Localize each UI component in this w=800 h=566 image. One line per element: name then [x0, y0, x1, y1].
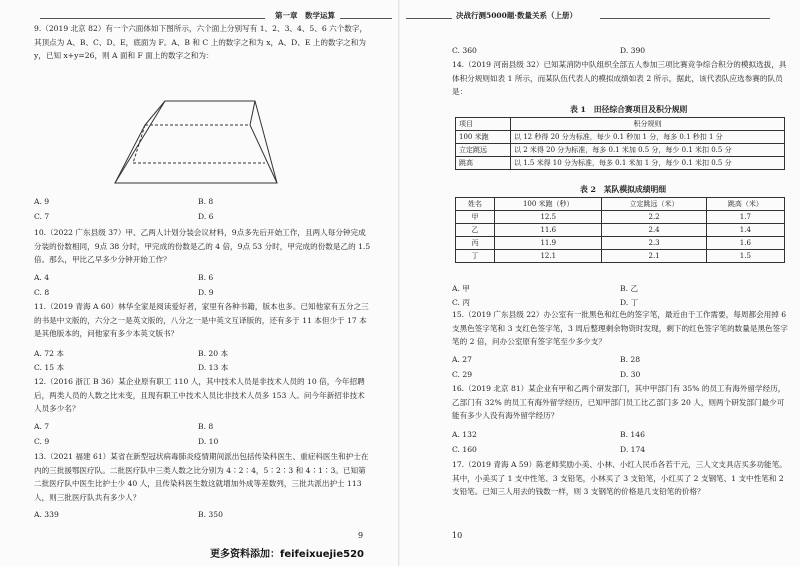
table-row	[456, 224, 785, 237]
table-header-cell: 姓名	[456, 198, 495, 211]
q15-option-c: C. 29	[452, 370, 473, 379]
table-cell: 11.9	[495, 237, 602, 250]
q16-option-a: A. 132	[452, 430, 477, 439]
table-cell: 以 1.5 米得 10 分为标准，每多 0.1 米加 1 分，每少 0.1 米扣 0.5 分	[511, 157, 785, 170]
q10-option-c: C. 8	[34, 288, 50, 297]
q9-option-a: A. 9	[34, 197, 50, 206]
table-cell: 100 米跑	[456, 131, 511, 144]
q10-option-a: A. 4	[34, 273, 50, 282]
q12-option-b: B. 8	[198, 422, 214, 431]
table-header-row	[456, 118, 785, 131]
q16-option-b: B. 146	[620, 430, 645, 439]
table-cell: 丁	[456, 250, 495, 263]
table-cell: 以 12 秒得 20 分为标准，每少 0.1 秒加 1 分，每多 0.1 秒扣 1 分	[511, 131, 785, 144]
question-10-text: 10.（2022 广东县级 37）甲、乙两人计划分装会议材料，9点多先后开始工作，且两人每分钟完成分装的份数相同，9点 38 分时，甲完成的份数是乙的 4 倍，9点 53 分时，甲完成的份数是乙的 1.5 倍。那么，甲比乙早多少分钟开始工作？	[34, 228, 371, 265]
q15-option-a: A. 27	[452, 355, 472, 364]
q15-option-d: D. 30	[620, 370, 641, 379]
q13-option-b: B. 350	[198, 510, 223, 519]
scoring-rules-table	[455, 117, 785, 170]
q12-option-d: D. 10	[198, 437, 219, 446]
table-header-row	[456, 198, 785, 211]
question-14-text: 14.（2019 河南县级 32）已知某消防中队组织全部五人参加三项比赛竞争综合积分的模拟选拔，具体积分规则如表 1 所示，而某队伍代表人的模拟成绩如表 2 所示，据此，该代表队应选参赛的队员是：	[452, 60, 787, 97]
page-number-left: 9	[358, 531, 364, 540]
q13-option-d: D. 390	[620, 46, 646, 55]
question-17-text: 17.（2019 青海 A 59）陈老师奖励小美、小林、小红人民币各若干元，三人文支具店买多功能笔。其中，小美买了 1 支中性笔、3 支铅笔，小林买了 3 支铅笔，小红买了 2 支钢笔、1 支中性笔和 2 支铅笔。已知三人用去的钱数一样，则 3 支钢笔的价格是几支铅笔的价格？	[452, 460, 787, 497]
q11-option-b: B. 20 本	[198, 349, 229, 358]
table-cell: 2.3	[602, 237, 706, 250]
table-cell: 2.2	[602, 211, 706, 224]
table-row	[456, 250, 785, 263]
q14-option-b: B. 乙	[620, 284, 639, 293]
q13-option-a: A. 339	[34, 510, 59, 519]
table-cell: 1.5	[706, 250, 784, 263]
table-cell: 以 2 米得 20 分为标准，每多 0.1 米加 0.5 分，每少 0.1 米扣 0.5 分	[511, 144, 785, 157]
q9-option-b: B. 8	[198, 197, 214, 206]
q9-option-d: D. 6	[198, 212, 214, 221]
table-row	[456, 237, 785, 250]
table-cell: 1.6	[706, 237, 784, 250]
table-cell: 甲	[456, 211, 495, 224]
question-12-text: 12.（2016 浙江 B 36）某企业原有职工 110 人，其中技术人员是非技术人员的 10 倍，今年招聘后，两类人员的人数之比未变，且现有职工中技术人员比非技术人员多 153 人。问今年新招非技术人员多少名？	[34, 377, 365, 414]
q14-option-d: D. 丁	[620, 298, 639, 307]
question-11-text: 11.（2019 青海 A 60）林华全家是阅读爱好者，家里有各种书籍，版本也多。已知他家有五分之三的书是中文版的，六分之一是英文版的，八分之一是中英文互译版的，还有多于 11 本但少于 17 本是其他版本的，问他家有多少本英文版书？	[34, 302, 369, 339]
header-rule-right-2	[600, 18, 770, 19]
table-header-cell: 100 米跑（秒）	[495, 198, 602, 211]
q15-option-b: B. 28	[620, 355, 641, 364]
header-rule-left-2	[340, 18, 392, 19]
table-cell: 乙	[456, 224, 495, 237]
q16-option-c: C. 160	[452, 445, 477, 454]
chapter-header: 第一章 数学运算	[275, 11, 335, 20]
header-rule-left	[40, 18, 265, 19]
table-cell: 丙	[456, 237, 495, 250]
table-row	[456, 144, 785, 157]
q11-option-a: A. 72 本	[34, 349, 64, 358]
table-header-cell: 积分规则	[511, 118, 785, 131]
table-row	[456, 157, 785, 170]
question-15-text: 15.（2019 广东县级 22）办公室有一批黑色和红色的签字笔，最近由于工作需要，每周都会用掉 6 支黑色签字笔和 3 支红色签字笔，3 周后整理剩余物资时发现，剩下的红色签字笔的数量是黑色签字笔的 2 倍，问办公室原有签字笔至少多少支？	[452, 310, 788, 347]
q10-option-d: D. 9	[198, 288, 214, 297]
q14-option-c: C. 丙	[452, 298, 470, 307]
q12-option-c: C. 9	[34, 437, 50, 446]
question-9-text: 9.（2019 北京 82）有一个六面体如下图所示，六个面上分别写有 1、2、3、4、5、6 六个数字，其顶点为 A、B、C、D、E，底面为 F。A、B 和 C 上的数字之和为 x，A、D、E 上的数字之和为 y，已知 x+y=26，则 A 面和 F 面上的数字之和为：	[34, 24, 368, 61]
q13-option-c: C. 360	[452, 46, 477, 55]
table-header-cell: 立定跳远（米）	[602, 198, 706, 211]
hexahedron-figure	[105, 93, 285, 193]
question-13-text: 13.（2021 福建 61）某省在新型冠状病毒肺炎疫情期间派出包括传染科医生、重症科医生和护士在内的三批援鄂医疗队。二批医疗队中三类人数之比分别为 4∶2∶4，5∶2∶3 和 4∶1∶3。已知第二批医疗队中医生比护士少 40 人，且传染科医生数这就增加外成等差数列，三批共派出护士 113 人，则三批医疗队共有多少人？	[34, 452, 369, 502]
question-16-text: 16.（2019 北京 81）某企业有甲和乙两个研发部门，其中甲部门有 35% 的员工有海外留学经历，乙部门有 32% 的员工有海外留学经历，已知甲部门员工比乙部门多 20 人，则两个研发部门最少可能有多少人没有海外留学经历？	[452, 384, 786, 421]
q14-option-a: A. 甲	[452, 284, 470, 293]
table-header-cell: 项目	[456, 118, 511, 131]
table-row	[456, 131, 785, 144]
table-cell: 2.1	[602, 250, 706, 263]
table-cell: 11.6	[495, 224, 602, 237]
table-row	[456, 211, 785, 224]
header-rule-right	[406, 18, 452, 19]
table-1-caption: 表 1 田径综合赛项目及积分规则	[570, 105, 688, 114]
page-number-right: 10	[452, 531, 463, 540]
table-header-cell: 跳高（米）	[706, 198, 784, 211]
q16-option-d: D. 174	[620, 445, 646, 454]
table-cell: 1.4	[706, 224, 784, 237]
mock-results-table	[455, 197, 785, 263]
right-page	[400, 0, 800, 566]
table-cell: 跳高	[456, 157, 511, 170]
table-cell: 12.5	[495, 211, 602, 224]
table-cell: 1.7	[706, 211, 784, 224]
table-cell: 立定跳远	[456, 144, 511, 157]
q9-option-c: C. 7	[34, 212, 50, 221]
footer-note: 更多资料添加：feifeixuejie520	[210, 549, 364, 560]
table-cell: 2.4	[602, 224, 706, 237]
q10-option-b: B. 6	[198, 273, 214, 282]
q11-option-d: D. 13 本	[198, 363, 229, 372]
q11-option-c: C. 15 本	[34, 363, 65, 372]
table-2-caption: 表 2 某队模拟成绩明细	[580, 185, 667, 194]
book-header: 决战行测5000题·数量关系（上册）	[456, 11, 577, 20]
table-cell: 12.1	[495, 250, 602, 263]
q12-option-a: A. 7	[34, 422, 50, 431]
